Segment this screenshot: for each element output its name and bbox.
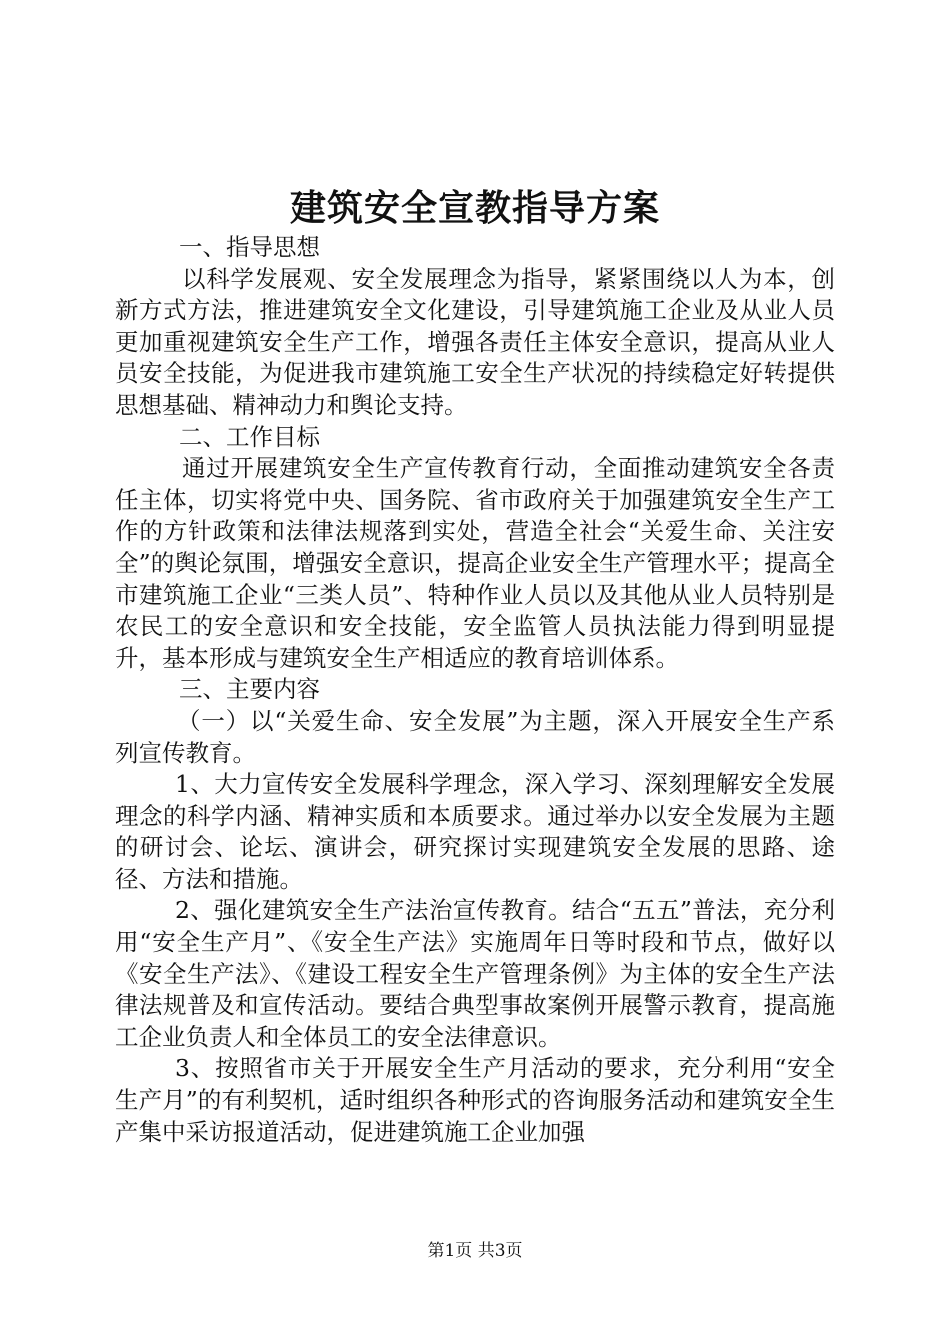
paragraph-item-1: 1、大力宣传安全发展科学理念，深入学习、深刻理解安全发展理念的科学内涵、精神实质和本质要求。通过举办以安全发展为主题的研讨会、论坛、演讲会，研究探讨实现建筑安全发展的思路、途径、方法和措施。 (115, 770, 835, 893)
section-heading-guiding-thought: 一、指导思想 (179, 233, 320, 261)
document-body (115, 232, 835, 1148)
paragraph-item-2: 2、强化建筑安全生产法治宣传教育。结合“五五”普法，充分利用“安全生产月”、《安全生产法》实施周年日等时段和节点，做好以《安全生产法》、《建设工程安全生产管理条例》为主体的安全生产法律法规普及和宣传活动。要结合典型事故案例开展警示教育，提高施工企业负责人和全体员工的安全法律意识。 (115, 896, 835, 1051)
paragraph-item-3: 3、按照省市关于开展安全生产月活动的要求，充分利用“安全生产月”的有利契机，适时组织各种形式的咨询服务活动和建筑安全生产集中采访报道活动，促进建筑施工企业加强 (115, 1054, 835, 1146)
paragraph-work-goals: 通过开展建筑安全生产宣传教育行动，全面推动建筑安全各责任主体，切实将党中央、国务院、省市政府关于加强建筑安全生产工作的方针政策和法律法规落到实处，营造全社会“关爱生命、关注安全”的舆论氛围，增强安全意识，提高企业安全生产管理水平；提高全市建筑施工企业“三类人员”、特种作业人员以及其他从业人员特别是农民工的安全意识和安全技能，安全监管人员执法能力得到明显提升，基本形成与建筑安全生产相适应的教育培训体系。 (115, 454, 835, 672)
page-footer: 第1页 共3页 (427, 1241, 523, 1261)
subsection-heading-1: （一）以“关爱生命、安全发展”为主题，深入开展安全生产系列宣传教育。 (115, 706, 835, 767)
section-heading-main-content: 三、主要内容 (179, 675, 320, 704)
paragraph-guiding-thought: 以科学发展观、安全发展理念为指导，紧紧围绕以人为本，创新方式方法，推进建筑安全文化建设，引导建筑施工企业及从业人员更加重视建筑安全生产工作，增强各责任主体安全意识，提高从业人员安全技能，为促进我市建筑施工安全生产状况的持续稳定好转提供思想基础、精神动力和舆论支持。 (115, 264, 835, 419)
document-title: 建筑安全宣教指导方案 (289, 187, 660, 229)
section-heading-work-goals: 二、工作目标 (179, 422, 320, 451)
